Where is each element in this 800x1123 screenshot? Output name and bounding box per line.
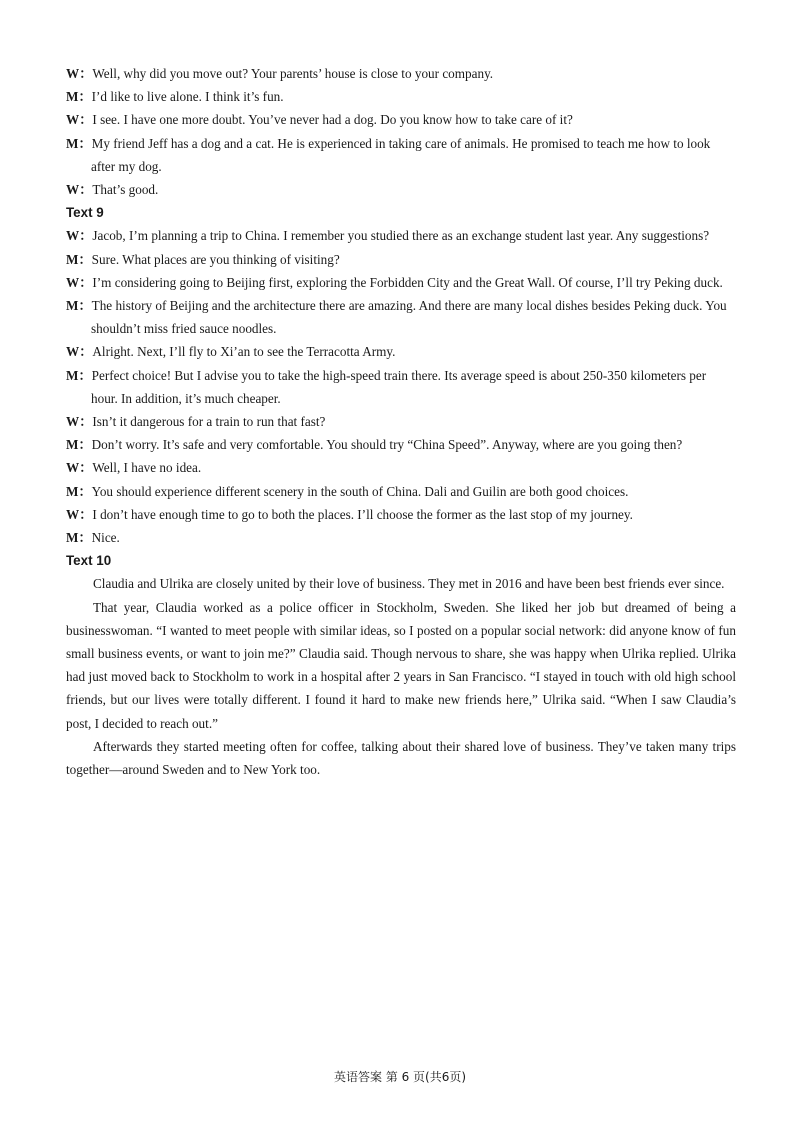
dialogue-text: Nice. [91,530,120,546]
dialogue-text: Well, I have no idea. [92,460,202,476]
dialogue-text: I’d like to live alone. I think it’s fun. [91,89,284,105]
passage-paragraph: That year, Claudia worked as a police officer in Stockholm, Sweden. She liked her job but dreamed of being a businesswoman. “I wanted to meet people with similar ideas, so I posted on a popular social network: did anyone know of fun small business events, or want to join me?” Claudia said. Though nervous to share, she was happy when Ulrika replied. Ulrika had just moved back to Stockholm to work in a hospital after 2 years in San Francisco. “I stayed in touch with old high school friends, but our lives were totally different. I found it hard to make new friends here,” Ulrika said. “When I saw Claudia’s post, I decided to reach out.” [66,599,736,731]
passage-paragraph: Afterwards they started meeting often for coffee, talking about their shared love of business. They’ve taken many trips together—around Sweden and to New York too. [66,738,736,778]
dialogue-line [66,85,736,108]
dialogue-line [66,62,736,85]
speaker-label: W： [66,506,93,522]
dialogue-text: My friend Jeff has a dog and a cat. He is experienced in taking care of animals. He promised to teach me how to look after my dog. [91,135,711,174]
speaker-label: M： [66,298,92,314]
speaker-label: W： [66,460,93,476]
dialogue-line [66,526,736,549]
speaker-label: M： [66,483,92,499]
dialogue-line [66,480,736,503]
dialogue-text: I don’t have enough time to go to both the places. I’ll choose the former as the last stop of my journey. [92,506,633,522]
dialogue-text: I see. I have one more doubt. You’ve never had a dog. Do you know how to take care of it? [92,112,573,128]
speaker-label: W： [66,66,93,81]
section-heading-text9: Text 9 [66,205,104,221]
dialogue-text: Don’t worry. It’s safe and very comfortable. You should try “China Speed”. Anyway, where are you going then? [91,437,683,453]
page-content [66,62,736,781]
dialogue-text: Sure. What places are you thinking of visiting? [91,251,340,267]
dialogue-line [66,364,736,410]
dialogue-text: I’m considering going to Beijing first, exploring the Forbidden City and the Great Wall. Of course, I’ll try Peking duck. [92,274,723,290]
dialogue-line [66,433,736,456]
section-heading-text10: Text 10 [66,553,112,569]
dialogue-line [66,503,736,526]
dialogue-text: Alright. Next, I’ll fly to Xi’an to see the Terracotta Army. [92,344,396,360]
speaker-label: W： [66,228,93,244]
dialogue-line [66,248,736,271]
speaker-label: M： [66,135,92,151]
dialogue-line [66,108,736,131]
speaker-label: M： [66,437,92,453]
speaker-label: W： [66,112,93,128]
dialogue-text: Jacob, I’m planning a trip to China. I remember you studied there as an exchange student last year. Any suggestions? [92,228,710,244]
speaker-label: W： [66,182,93,198]
dialogue-line [66,178,736,201]
speaker-label: M： [66,530,92,546]
dialogue-line [66,294,736,340]
dialogue-text: You should experience different scenery in the south of China. Dali and Guilin are both good choices. [91,483,629,499]
dialogue-text: The history of Beijing and the architecture there are amazing. And there are many local dishes besides Peking duck. You shouldn’t miss fried sauce noodles. [91,298,727,337]
dialogue-line [66,224,736,247]
speaker-label: M： [66,367,92,383]
dialogue-text: That’s good. [92,182,159,198]
passage-paragraph: Claudia and Ulrika are closely united by their love of business. They met in 2016 and have been best friends ever since. [93,576,725,592]
dialogue-line [66,340,736,363]
speaker-label: W： [66,344,93,360]
dialogue-line [66,456,736,479]
speaker-label: W： [66,274,93,290]
dialogue-text: Perfect choice! But I advise you to take the high-speed train there. Its average speed is about 250-350 kilometers per hour. In addition, it’s much cheaper. [91,367,707,406]
dialogue-text: Well, why did you move out? Your parents’ house is close to your company. [92,66,494,81]
page-footer: 英语答案 第 6 页(共6页) [333,1070,467,1084]
speaker-label: M： [66,89,92,105]
dialogue-line [66,271,736,294]
dialogue-line [66,410,736,433]
speaker-label: W： [66,414,93,430]
dialogue-text: Isn’t it dangerous for a train to run that fast? [92,414,326,430]
speaker-label: M： [66,251,92,267]
dialogue-line [66,132,736,178]
